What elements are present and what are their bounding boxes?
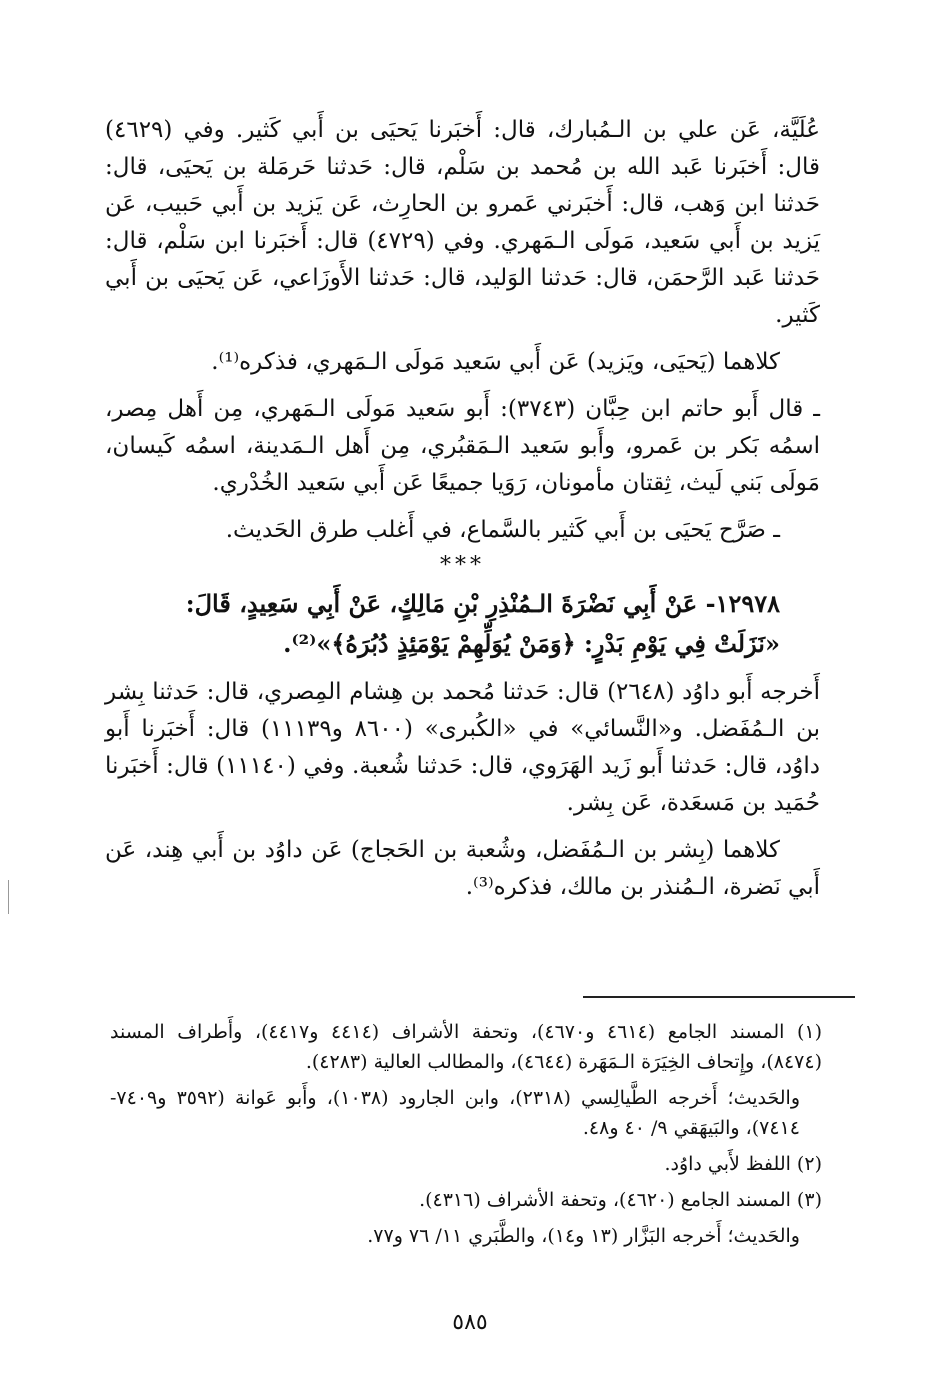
footnote-3: (٣) المسند الجامع (٤٦٢٠)، وتحفة الأشراف (٤٣١٦). [419,1189,822,1211]
main-text [105,112,820,906]
hadith-isnad: عَنْ أَبِي نَضْرَةَ الـمُنْذِرِ بْنِ مَالِكٍ، عَنْ أَبِي سَعِيدٍ، قَالَ: [185,589,698,618]
section-separator-stars: *** [440,553,485,578]
footnote-2: (٢) اللفظ لأَبي داوُد. [664,1153,822,1175]
margin-mark [8,880,11,914]
footnote-separator [583,996,855,998]
hadith-matn: «نَزَلَتْ فِي يَوْمِ بَدْرٍ: ﴿وَمَنْ يُوَلِّهِمْ يَوْمَئِذٍ دُبُرَهُ﴾»⁽²⁾. [283,629,780,658]
paragraph-isnad-1: عُلَيَّة، عَن علي بن الـمُبارك، قال: أَخبَرنا يَحيَى بن أَبي كَثير. وفي (٤٦٢٩) قال: أَخبَرنا عَبد الله بن مُحمد بن سَلْم، قال: حَدثنا حَرمَلة بن يَحيَى، قال: حَدثنا ابن وَهب، قال: أَخبَرني عَمرو بن الحارِث، عَن يَزيد بن أَبي حَبيب، عَن يَزيد بن أَبي سَعيد، مَولَى الـمَهري. وفي (٤٧٢٩) قال: أَخبَرنا ابن سَلْم، قال: حَدثنا عَبد الرَّحمَن، قال: حَدثنا الوَليد، قال: حَدثنا الأَوزَاعي، عَن يَحيَى بن أَبي كَثير. [105,117,820,328]
hadith-number: ١٢٩٧٨- [705,589,780,618]
footnote-1-hadith: والحَديث؛ أَخرجه الطَّيالِسي (٢٣١٨)، وابن الجارود (١٠٣٨)، وأَبو عَوانة (٣٥٩٢ و٧٤٠٩- ٧٤١٤)، والبَيهَقي ٩/ ٤٠ و٤٨. [110,1087,800,1139]
footnotes [110,1017,822,1251]
page-number: ٥٨٥ [452,1310,488,1335]
paragraph-sama-note: ـ صَرَّح يَحيَى بن أَبي كَثير بالسَّماع، في أَغلب طرق الحَديث. [225,517,780,543]
hadith-heading [105,584,820,624]
paragraph-both-of-them-2: كلاهما (بِشر بن الـمُفَضل، وشُعبة بن الحَجاج) عَن داوُد بن أَبي هِند، عَن أَبي نَضرة، الـمُنذر بن مالك، فذكره⁽³⁾. [105,837,820,900]
paragraph-ibn-hibban: ـ قال أَبو حاتم ابن حِبَّان (٣٧٤٣): أَبو سَعيد مَولَى الـمَهري، مِن أَهل مِصر، اسمُه بَكر بن عَمرو، وأَبو سَعيد الـمَقبُري، مِن أَهل الـمَدينة، اسمُه كَيسان، مَولَى بَني لَيث، ثِقتان مأمونان، رَوَيا جميعًا عَن أَبي سَعيد الخُدْري. [105,396,820,496]
footnote-1: (١) المسند الجامع (٤٦١٤ و٤٦٧٠)، وتحفة الأشراف (٤٤١٤ و٤٤١٧)، وأَطراف المسند (٨٤٧٤)، وإِتحاف الخِيَرَة الـمَهَرة (٤٦٤٤)، والمطالب العالية (٤٢٨٣). [110,1021,822,1073]
paragraph-takhrij: أَخرجه أَبو داوُد (٢٦٤٨) قال: حَدثنا مُحمد بن هِشام المِصري، قال: حَدثنا بِشر بن الـمُفَضل. و«النَّسائي» في «الكُبرى» (٨٦٠٠ و١١١٣٩) قال: أَخبَرنا أَبو داوُد، قال: حَدثنا أَبو زَيد الهَرَوي، قال: حَدثنا شُعبة. وفي (١١١٤٠) قال: أَخبَرنا حُمَيد بن مَسعَدة، عَن بِشر. [105,679,820,816]
footnote-3-hadith: والحَديث؛ أَخرجه البَزَّار (١٣ و١٤)، والطَّبَري ١١/ ٧٦ و٧٧. [367,1225,800,1247]
paragraph-both-of-them-1: كلاهما (يَحيَى، ويَزيد) عَن أَبي سَعيد مَولَى الـمَهري، فذكره⁽¹⁾. [211,349,780,375]
